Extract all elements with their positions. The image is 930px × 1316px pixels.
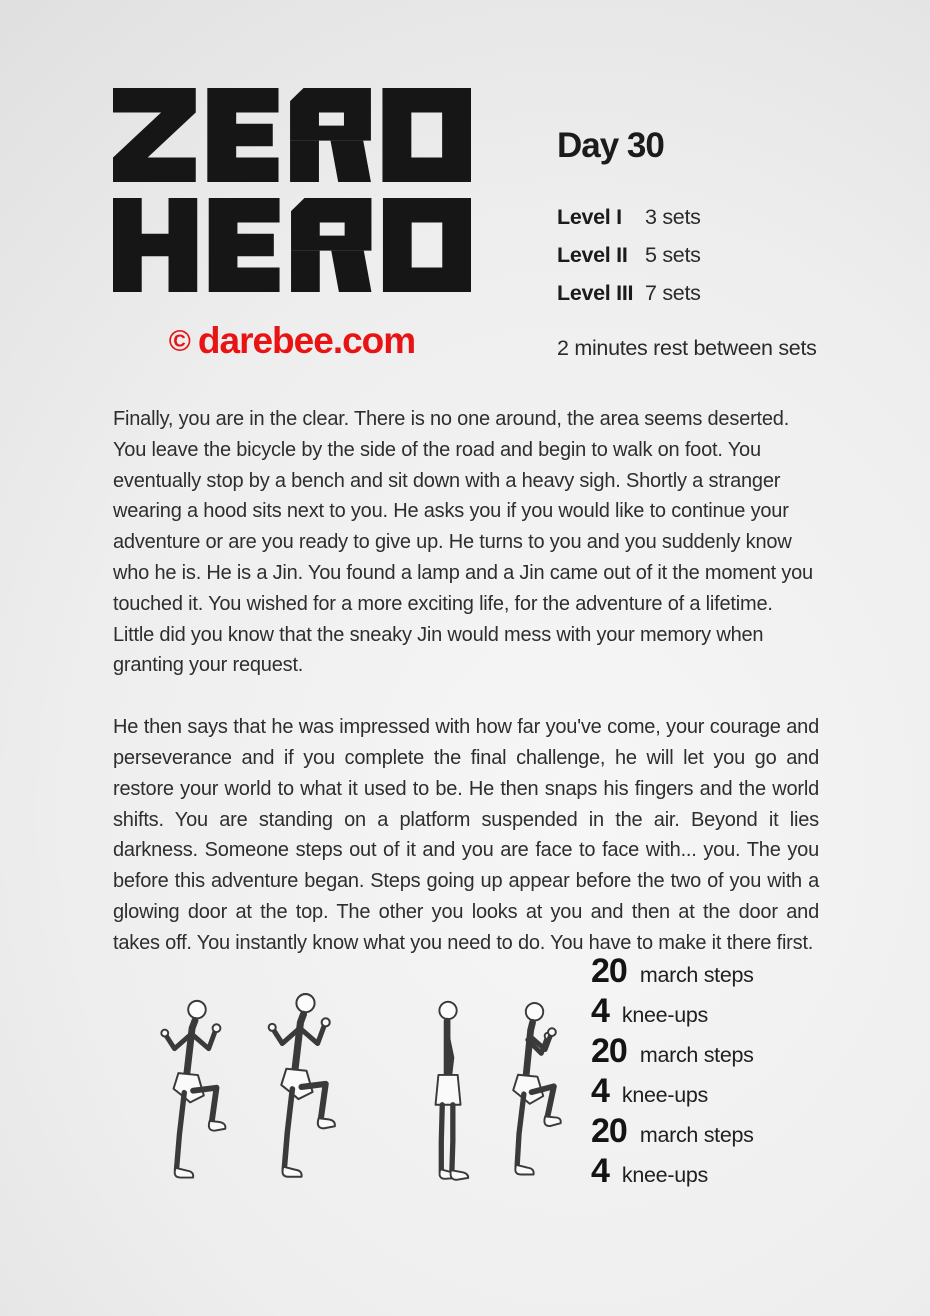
exercise-reps: 20 (591, 952, 627, 990)
knee-up-figure-raised-icon (489, 994, 581, 1200)
knee-up-figure-standing-icon (415, 998, 483, 1200)
march-steps-figure-1-icon (146, 995, 246, 1200)
exercise-reps: 20 (591, 1032, 627, 1070)
exercise-row-1 (591, 952, 754, 992)
exercise-name: knee-ups (621, 1163, 708, 1187)
zero-hero-logo (113, 88, 471, 292)
level-sets: 3 sets (645, 205, 701, 229)
exercise-row-3 (591, 1032, 754, 1072)
workout-header (557, 126, 887, 361)
exercise-name: knee-ups (621, 1003, 708, 1027)
darebee-link[interactable] (113, 320, 471, 362)
level-sets: 7 sets (645, 281, 701, 305)
level-label: Level III (557, 281, 634, 305)
exercise-illustrations (146, 988, 581, 1200)
exercise-list (591, 952, 754, 1192)
darebee-link-label: darebee.com (197, 320, 416, 361)
level-row-1 (557, 198, 887, 236)
exercise-reps: 4 (591, 992, 609, 1030)
story-text (113, 404, 819, 959)
logo-line-hero (113, 198, 471, 292)
level-row-3 (557, 274, 887, 312)
exercise-row-4 (591, 1072, 754, 1112)
rest-note: 2 minutes rest between sets (557, 336, 817, 360)
copyright-icon: © (168, 325, 190, 358)
level-label: Level I (557, 205, 622, 229)
exercise-name: knee-ups (621, 1083, 708, 1107)
march-steps-figure-2-icon (252, 988, 357, 1200)
level-label: Level II (557, 243, 628, 267)
logo-line-zero (113, 88, 471, 182)
exercise-reps: 20 (591, 1112, 627, 1150)
exercise-name: march steps (639, 963, 754, 987)
level-row-2 (557, 236, 887, 274)
exercise-reps: 4 (591, 1072, 609, 1110)
exercise-row-6 (591, 1152, 754, 1192)
exercise-name: march steps (639, 1123, 754, 1147)
exercise-row-2 (591, 992, 754, 1032)
exercise-row-5 (591, 1112, 754, 1152)
exercise-reps: 4 (591, 1152, 609, 1190)
day-title: Day 30 (557, 126, 664, 165)
exercise-name: march steps (639, 1043, 754, 1067)
story-paragraph-1: Finally, you are in the clear. There is no one around, the area seems deserted. You leave the bicycle by the side of the road and begin to walk on foot. You eventually stop by a bench and sit down with a heavy sigh. Shortly a stranger wearing a hood sits next to you. He asks you if you would like to continue your adventure or are you ready to give up. He turns to you and you suddenly know who he is. He is a Jin. You found a lamp and a Jin came out of it the moment you touched it. You wished for a more exciting life, for the adventure of a lifetime. Little did you know that the sneaky Jin would mess with your memory when granting your request. (113, 408, 813, 677)
level-sets: 5 sets (645, 243, 701, 267)
story-paragraph-2: He then says that he was impressed with how far you've come, your courage and perseverance and if you complete the final challenge, he will let you go and restore your world to what it used to be. He then snaps his fingers and the world shifts. You are standing on a platform suspended in the air. Beyond it lies darkness. Someone steps out of it and you are face to face with... you. The you before this adventure began. Steps going up appear before the two of you with a glowing door at the top. The other you looks at you and then at the door and takes off. You instantly know what you need to do. You have to make it there first. (113, 716, 819, 954)
level-list (557, 198, 887, 312)
